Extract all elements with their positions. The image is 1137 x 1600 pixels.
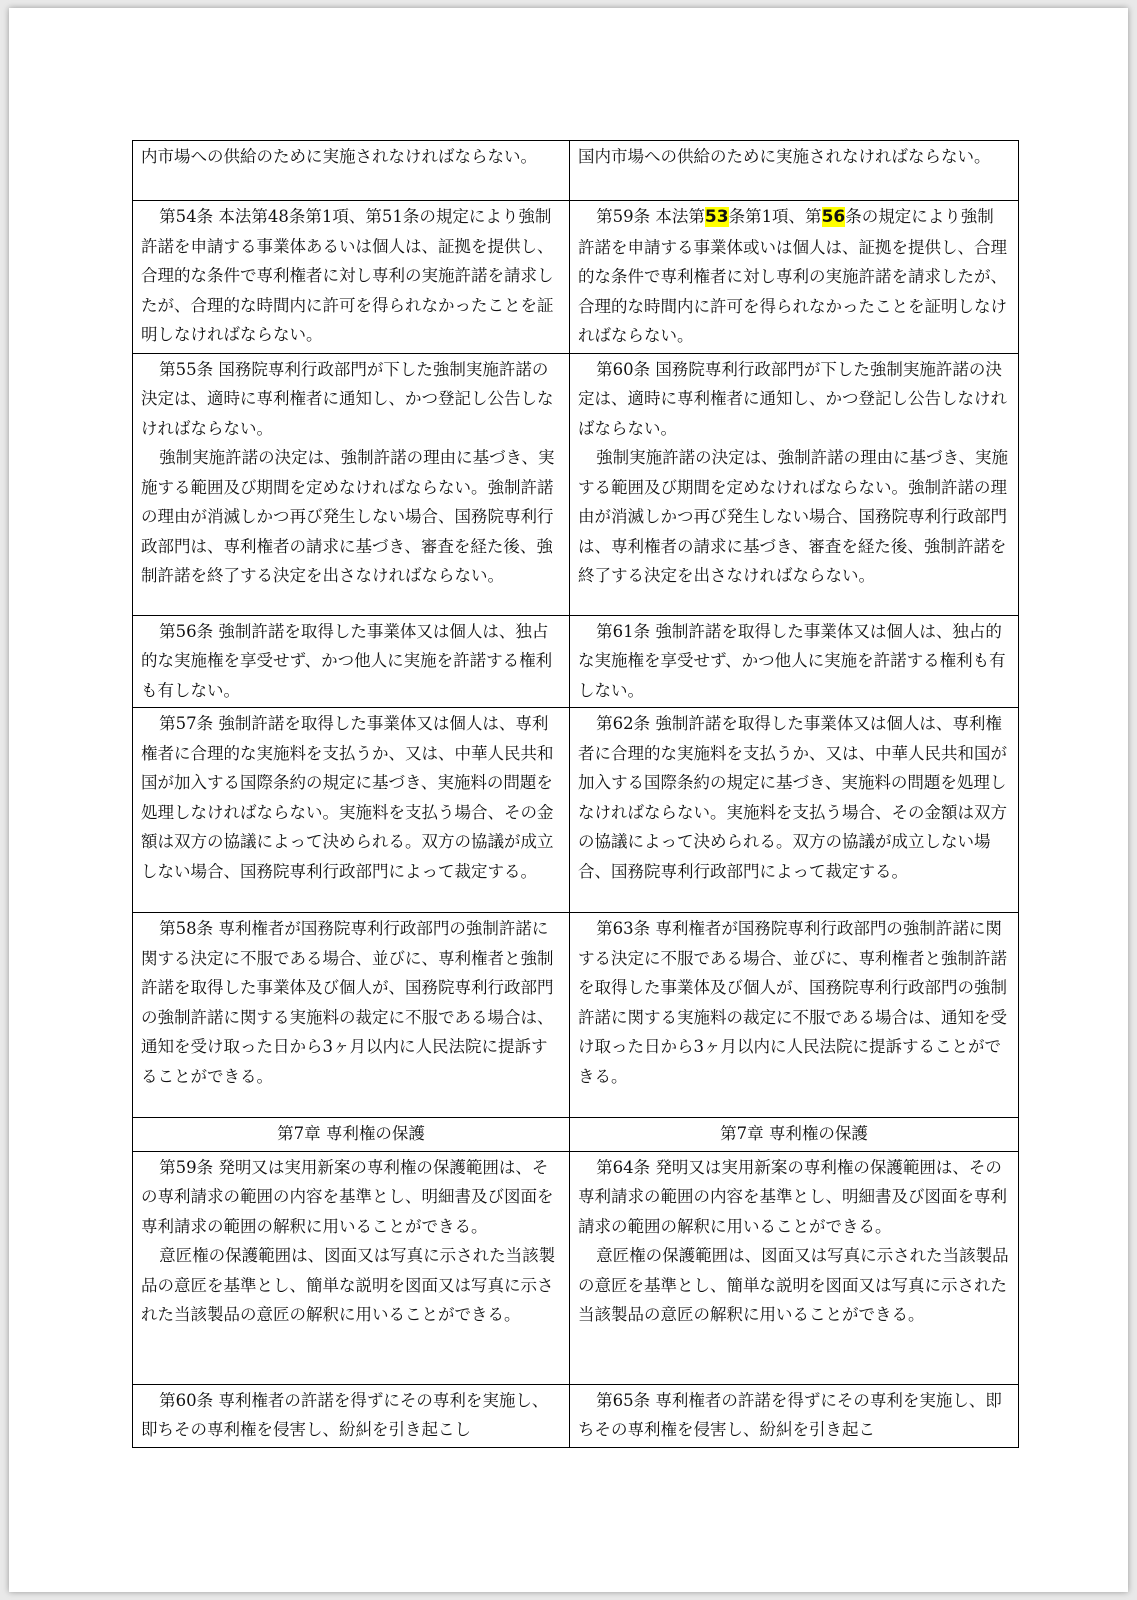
- article-text-part: 条第1項、第: [728, 207, 822, 226]
- chapter-title: 第7章 専利権の保護: [720, 1124, 868, 1143]
- article-text: 第57条 強制許諾を取得した事業体又は個人は、専利権者に合理的な実施料を支払うか、又は、中華人民共和国が加入する国際条約の規定に基づき、実施料の問題を処理しなければならない。実施料を支払う場合、その金額は双方の協議によって決められる。双方の協議が成立しない場合、国務院専利行政部門によって裁定する。: [141, 714, 554, 881]
- article-text: 第58条 専利権者が国務院専利行政部門の強制許諾に関する決定に不服である場合、並びに、専利権者と強制許諾を取得した事業体及び個人が、国務院専利行政部門の強制許諾に関する実施料の裁定に不服である場合は、通知を受け取った日から3ヶ月以内に人民法院に提訴することができる。: [141, 919, 554, 1086]
- right-cell: [570, 615, 1019, 708]
- left-cell: [133, 708, 570, 913]
- chapter-heading-right: [570, 1118, 1019, 1152]
- table-row: [133, 615, 1019, 708]
- highlighted-number: 56: [821, 207, 846, 227]
- left-cell: [133, 1384, 570, 1447]
- article-text: 第60条 専利権者の許諾を得ずにその専利を実施し、即ちその専利権を侵害し、紛糾を引き起こし: [141, 1390, 549, 1439]
- table-row: [133, 708, 1019, 913]
- table-row: [133, 1384, 1019, 1447]
- article-paragraph: 意匠権の保護範囲は、図面又は写真に示された当該製品の意匠を基準とし、簡単な説明を図面又は写真に示された当該製品の意匠の解釈に用いることができる。: [578, 1246, 1009, 1324]
- article-paragraph: 強制実施許諾の決定は、強制許諾の理由に基づき、実施する範囲及び期間を定めなければならない。強制許諾の理由が消滅しかつ再び発生しない場合、国務院専利行政部門は、専利権者の請求に基づき、審査を経た後、強制許諾を終了する決定を出さなければならない。: [141, 448, 555, 585]
- article-text: 第61条 強制許諾を取得した事業体又は個人は、独占的な実施権を享受せず、かつ他人に実施を許諾する権利も有しない。: [578, 621, 1006, 700]
- chapter-title: 第7章 専利権の保護: [277, 1124, 425, 1143]
- left-cell: [133, 141, 570, 201]
- article-text-part: 第59条 本法第: [596, 207, 705, 226]
- article-text: 第54条 本法第48条第1項、第51条の規定により強制許諾を申請する事業体あるいは個人は、証拠を提供し、合理的な条件で専利権者に対し専利の実施許諾を請求したが、合理的な時間内に許可を得られなかったことを証明しなければならない。: [141, 207, 554, 344]
- article-text: 国内市場への供給のために実施されなければならない。: [578, 147, 991, 166]
- left-cell: [133, 615, 570, 708]
- comparison-table: [132, 140, 1019, 1448]
- article-text: 第59条 発明又は実用新案の専利権の保護範囲は、その専利請求の範囲の内容を基準とし、明細書及び図面を専利請求の範囲の解釈に用いることができる。: [141, 1157, 554, 1236]
- left-cell: [133, 1151, 570, 1384]
- right-cell: [570, 353, 1019, 615]
- article-paragraph: 強制実施許諾の決定は、強制許諾の理由に基づき、実施する範囲及び期間を定めなければならない。強制許諾の理由が消滅しかつ再び発生しない場合、国務院専利行政部門は、専利権者の請求に基づき、審査を経た後、強制許諾を終了する決定を出さなければならない。: [578, 448, 1008, 585]
- table-row: [133, 201, 1019, 354]
- article-text: 内市場への供給のために実施されなければならない。: [141, 147, 537, 166]
- table-row: [133, 1151, 1019, 1384]
- chapter-heading-left: [133, 1118, 570, 1152]
- right-cell: [570, 708, 1019, 913]
- article-text-part: 条の規定により強制許諾を申請する事業体或いは個人は、証拠を提供し、合理的な条件で専利権者に対し専利の実施許諾を請求したが、合理的な時間内に許可を得られなかったことを証明しなければならない。: [578, 207, 1007, 345]
- highlighted-number: 53: [704, 207, 729, 227]
- article-text: 第64条 発明又は実用新案の専利権の保護範囲は、その専利請求の範囲の内容を基準とし、明細書及び図面を専利請求の範囲の解釈に用いることができる。: [578, 1157, 1007, 1236]
- left-cell: [133, 201, 570, 354]
- table-row: [133, 353, 1019, 615]
- article-text: 第60条 国務院専利行政部門が下した強制実施許諾の決定は、適時に専利権者に通知し、かつ登記し公告しなければならない。: [578, 359, 1007, 438]
- right-cell: [570, 201, 1019, 354]
- table-row: [133, 1118, 1019, 1152]
- document-page: [9, 8, 1128, 1592]
- article-text: 第62条 強制許諾を取得した事業体又は個人は、専利権者に合理的な実施料を支払うか、又は、中華人民共和国が加入する国際条約の規定に基づき、実施料の問題を処理しなければならない。実施料を支払う場合、その金額は双方の協議によって決められる。双方の協議が成立しない場合、国務院専利行政部門によって裁定する。: [578, 714, 1007, 881]
- left-cell: [133, 913, 570, 1118]
- article-text: 第56条 強制許諾を取得した事業体又は個人は、独占的な実施権を享受せず、かつ他人に実施を許諾する権利も有しない。: [141, 621, 553, 700]
- article-text: 第65条 専利権者の許諾を得ずにその専利を実施し、即ちその専利権を侵害し、紛糾を引き起こ: [578, 1390, 1002, 1439]
- right-cell: [570, 1151, 1019, 1384]
- article-text: 第55条 国務院専利行政部門が下した強制実施許諾の決定は、適時に専利権者に通知し、かつ登記し公告しなければならない。: [141, 359, 554, 438]
- table-row: [133, 913, 1019, 1118]
- right-cell: [570, 141, 1019, 201]
- right-cell: [570, 913, 1019, 1118]
- left-cell: [133, 353, 570, 615]
- table-row: [133, 141, 1019, 201]
- article-text: 第63条 専利権者が国務院専利行政部門の強制許諾に関する決定に不服である場合、並びに、専利権者と強制許諾を取得した事業体及び個人が、国務院専利行政部門の強制許諾に関する実施料の裁定に不服である場合は、通知を受け取った日から3ヶ月以内に人民法院に提訴することができる。: [578, 919, 1007, 1086]
- right-cell: [570, 1384, 1019, 1447]
- article-text: [578, 202, 1010, 351]
- article-paragraph: 意匠権の保護範囲は、図面又は写真に示された当該製品の意匠を基準とし、簡単な説明を図面又は写真に示された当該製品の意匠の解釈に用いることができる。: [141, 1246, 556, 1324]
